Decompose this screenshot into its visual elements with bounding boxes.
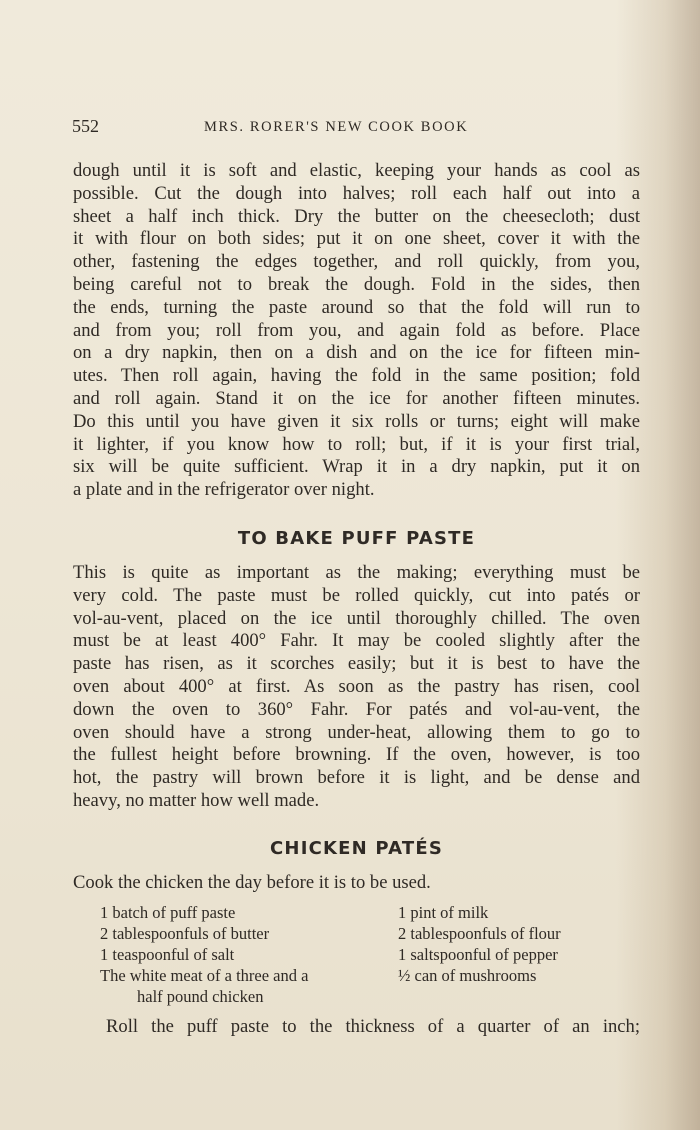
section-heading-chicken-pates: CHICKEN PATÉS	[270, 838, 443, 859]
ingredient-item: 1 batch of puff paste	[100, 903, 236, 922]
text-line: very cold. The paste must be rolled quickly, cut into patés or	[73, 584, 640, 606]
text-line: the ends, turning the paste around so that the fold will run to	[73, 296, 640, 318]
section-heading-bake-puff-paste: TO BAKE PUFF PASTE	[237, 528, 476, 549]
text-line: down the oven to 360° Fahr. For patés and vol-au-vent, the	[73, 698, 640, 720]
text-line: This is quite as important as the making; everything must be	[73, 562, 640, 583]
text-line: and from you; roll from you, and again fold as before. Place	[73, 319, 640, 341]
ingredient-item: 2 tablespoonfuls of flour	[398, 924, 561, 943]
page-number: 552	[72, 116, 99, 136]
text-line: six will be quite sufficient. Wrap it in a dry napkin, put it on	[73, 456, 640, 478]
text-line: must be at least 400° Fahr. It may be cooled slightly after the	[73, 630, 640, 652]
chicken-pates-method-start: Roll the puff paste to the thickness of a quarter of an inch;	[106, 1016, 640, 1037]
text-line: vol-au-vent, placed on the ice until thoroughly chilled. The oven	[73, 607, 640, 629]
text-line: Cook the chicken the day before it is to be used.	[73, 872, 431, 893]
ingredient-item-continuation: half pound chicken	[137, 987, 264, 1006]
text-line: oven should have a strong under-heat, allowing them to go to	[73, 721, 640, 743]
text-line: utes. Then roll again, having the fold in the same position; fold	[73, 365, 640, 387]
ingredient-item: ½ can of mushrooms	[398, 966, 537, 985]
text-line: it lighter, if you know how to roll; but, if it is your first trial,	[73, 433, 640, 455]
ingredient-item: 1 teaspoonful of salt	[100, 945, 235, 964]
chicken-pates-intro	[73, 872, 640, 895]
ingredient-column-left	[100, 902, 390, 1007]
text-line: oven about 400° at first. As soon as the pastry has risen, cool	[73, 675, 640, 697]
ingredient-item: 2 tablespoonfuls of butter	[100, 924, 270, 943]
text-line: Do this until you have given it six rolls or turns; eight will make	[73, 410, 640, 432]
running-head	[72, 116, 632, 138]
text-line: sheet a half inch thick. Dry the butter on the cheesecloth; dust	[73, 205, 640, 227]
text-line: heavy, no matter how well made.	[73, 789, 320, 811]
text-line: paste has risen, as it scorches easily; but it is best to have the	[73, 653, 640, 675]
text-line: on a dry napkin, then on a dish and on the ice for fifteen min-	[73, 342, 640, 364]
text-line: a plate and in the refrigerator over night.	[73, 479, 375, 501]
text-line: the fullest height before browning. If the oven, however, is too	[73, 744, 640, 766]
text-line: hot, the pastry will brown before it is light, and be dense and	[73, 767, 640, 789]
paragraph-bake-puff-paste	[73, 562, 640, 813]
text-line: possible. Cut the dough into halves; roll each half out into a	[73, 182, 640, 204]
text-line: dough until it is soft and elastic, keeping your hands as cool as	[73, 160, 640, 181]
ingredient-column-right	[398, 902, 628, 986]
ingredient-item: The white meat of a three and a	[100, 966, 309, 985]
book-title: MRS. RORER'S NEW COOK BOOK	[204, 119, 469, 135]
text-line: it with flour on both sides; put it on one sheet, cover it with the	[73, 228, 640, 250]
paragraph-puff-paste-method	[73, 160, 640, 502]
text-line: and roll again. Stand it on the ice for another fifteen minutes.	[73, 387, 640, 409]
ingredient-item: 1 pint of milk	[398, 903, 489, 922]
ingredient-item: 1 saltspoonful of pepper	[398, 945, 558, 964]
text-line: other, fastening the edges together, and roll quickly, from you,	[73, 251, 640, 273]
text-line: being careful not to break the dough. Fold in the sides, then	[73, 273, 640, 295]
